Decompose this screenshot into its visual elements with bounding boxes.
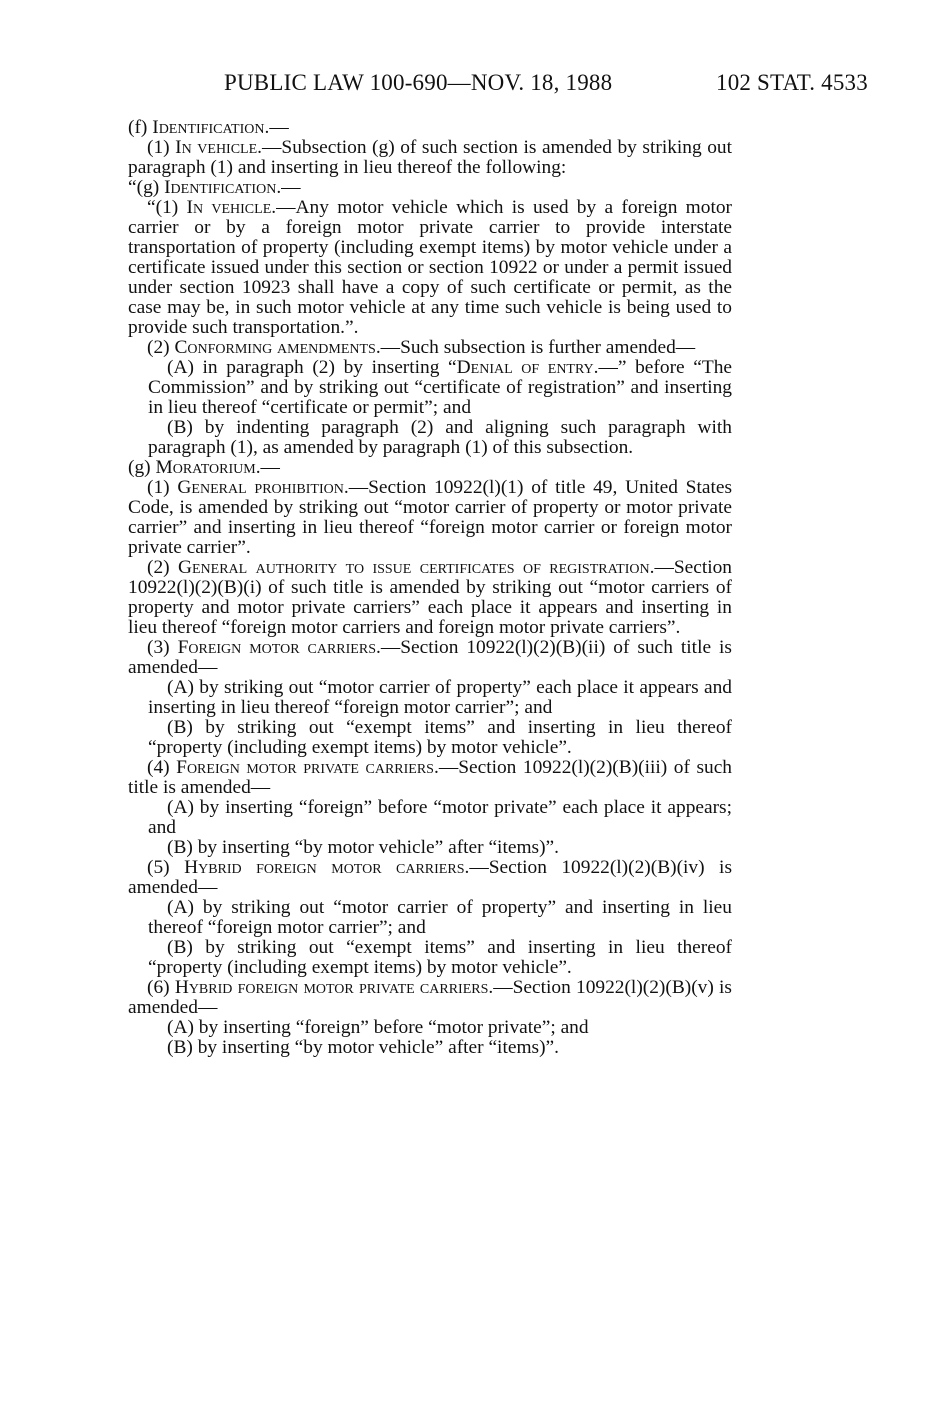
subparagraph-g6B: (B) by inserting “by motor vehicle” after “items)”. (167, 1037, 559, 1058)
subparagraph-g4B: (B) by inserting “by motor vehicle” after “items)”. (167, 837, 559, 858)
subparagraph-f2B: (B) by indenting paragraph (2) and aligning such paragraph with paragraph (1), as amended by paragraph (1) of this subsection. (148, 417, 732, 458)
subparagraph-g6A: (A) by inserting “foreign” before “motor private”; and (167, 1017, 589, 1038)
subparagraph-g4A: (A) by inserting “foreign” before “motor private” each place it appears; and (148, 797, 732, 838)
subparagraph-g3B: (B) by striking out “exempt items” and inserting in lieu thereof “property (including exempt items) by motor vehicle”. (148, 717, 732, 758)
paragraph-g1: (1) General prohibition.—Section 10922(l)(1) of title 49, United States Code, is amended by striking out “motor carrier of property or motor private carrier” and inserting in lieu thereof “foreign motor carrier or foreign motor private carrier”. (128, 477, 732, 558)
subparagraph-g3A: (A) by striking out “motor carrier of property” each place it appears and inserting in lieu thereof “foreign motor carrier”; and (148, 677, 732, 718)
paragraph-g4: (4) Foreign motor private carriers.—Section 10922(l)(2)(B)(iii) of such title is amended— (128, 757, 732, 798)
body-text (128, 118, 732, 1058)
paragraph-f1: (1) In vehicle.—Subsection (g) of such section is amended by striking out paragraph (1) and inserting in lieu thereof the following: (128, 137, 732, 178)
page-header-title: PUBLIC LAW 100-690—NOV. 18, 1988 (224, 70, 613, 95)
paragraph-g3: (3) Foreign motor carriers.—Section 10922(l)(2)(B)(ii) of such title is amended— (128, 637, 732, 678)
subparagraph-g5B: (B) by striking out “exempt items” and inserting in lieu thereof “property (including exempt items) by motor vehicle”. (148, 937, 732, 978)
paragraph-g2: (2) General authority to issue certificates of registration.—Section 10922(l)(2)(B)(i) of such title is amended by striking out “motor carriers of property and motor private carriers” each place it appears and inserting in lieu thereof “foreign motor carriers and foreign motor private carriers”. (128, 557, 732, 638)
subsection-g-heading: (g) Moratorium.— (128, 457, 280, 478)
quoted-subsection-g-heading: “(g) Identification.— (128, 177, 301, 198)
paragraph-f2: (2) Conforming amendments.—Such subsection is further amended— (147, 337, 696, 358)
subparagraph-f2A: (A) in paragraph (2) by inserting “Denial of entry.—” before “The Commission” and by striking out “certificate of registration” and inserting in lieu thereof “certificate or permit”; and (148, 357, 732, 418)
quoted-paragraph-g1: “(1) In vehicle.—Any motor vehicle which is used by a foreign motor carrier or by a foreign motor private carrier to provide interstate transportation of property (including exempt items) by motor vehicle under a certificate issued under this section or section 10922 or under a permit issued under section 10923 shall have a copy of such certificate or permit, as the case may be, in such motor vehicle at any time such vehicle is being used to provide such transportation.”. (128, 197, 732, 338)
subsection-f-heading: (f) Identification.— (128, 117, 289, 138)
paragraph-g6: (6) Hybrid foreign motor private carriers.—Section 10922(l)(2)(B)(v) is amended— (128, 977, 732, 1018)
subparagraph-g5A: (A) by striking out “motor carrier of property” and inserting in lieu thereof “foreign motor carrier”; and (148, 897, 732, 938)
page-header-stat: 102 STAT. 4533 (716, 70, 868, 95)
paragraph-g5: (5) Hybrid foreign motor carriers.—Section 10922(l)(2)(B)(iv) is amended— (128, 857, 732, 898)
